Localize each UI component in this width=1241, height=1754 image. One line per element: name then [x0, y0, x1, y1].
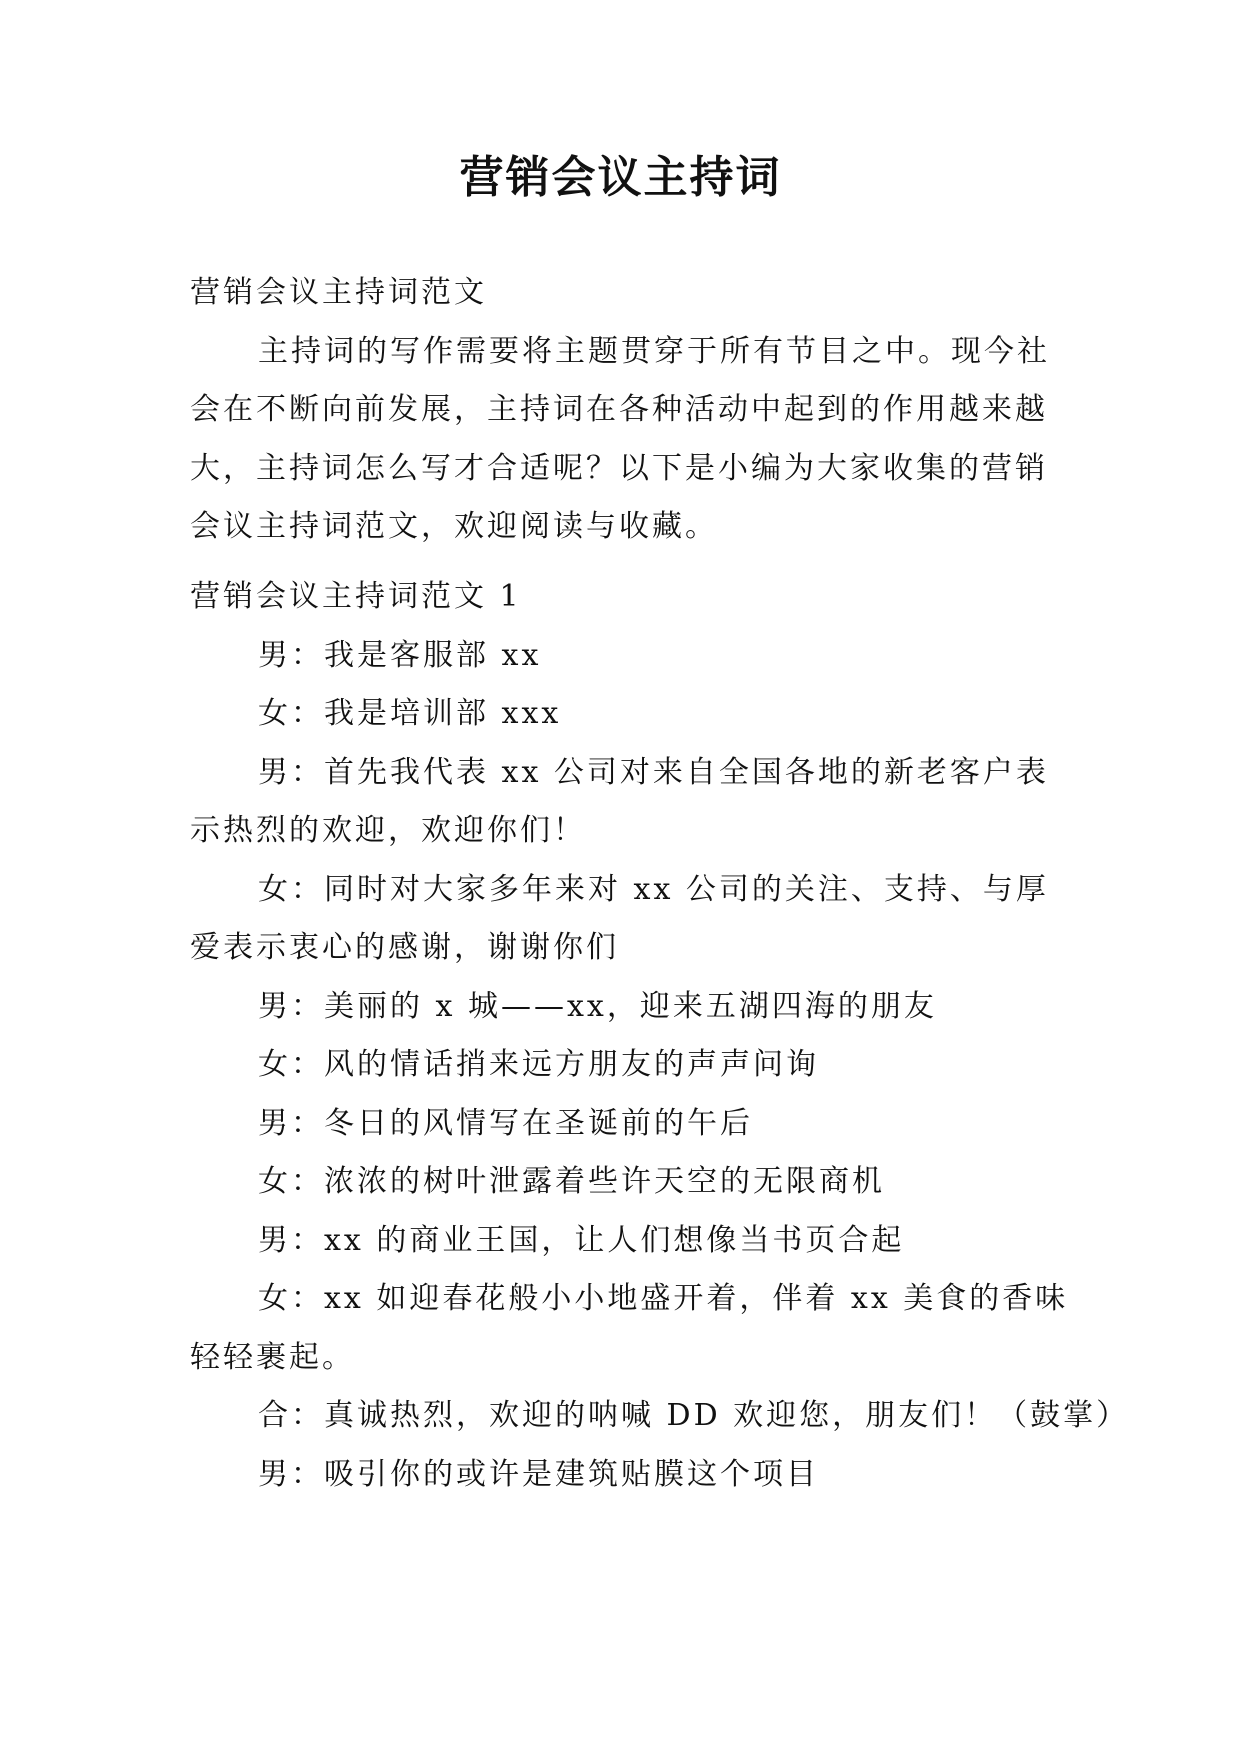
intro-section — [190, 264, 1050, 557]
dialogue-line: 女：同时对大家多年来对 xx 公司的关注、支持、与厚 — [258, 871, 1049, 907]
dialogue-line: 女：xx 如迎春花般小小地盛开着，伴着 xx 美食的香味 — [258, 1281, 1069, 1316]
page-title: 营销会议主持词 — [459, 152, 782, 203]
paragraph-line: 主持词的写作需要将主题贯穿于所有节目之中。现今社 — [258, 333, 1050, 369]
dialogue-line: 男：我是客服部 xx — [258, 637, 542, 673]
dialogue-line: 男：xx 的商业王国，让人们想像当书页合起 — [258, 1222, 905, 1258]
dialogue-line-continued: 轻轻裹起。 — [190, 1339, 355, 1375]
dialogue-line: 男：美丽的 x 城——xx，迎来五湖四海的朋友 — [258, 988, 937, 1024]
dialogue-line: 女：浓浓的树叶泄露着些许天空的无限商机 — [258, 1164, 885, 1199]
dialogue-line: 男：吸引你的或许是建筑贴膜这个项目 — [258, 1456, 819, 1492]
dialogue-line: 女：我是培训部 xxx — [258, 696, 562, 731]
paragraph-line: 会在不断向前发展，主持词在各种活动中起到的作用越来越 — [190, 392, 1048, 427]
script-section — [190, 568, 1130, 1504]
dialogue-line: 男：首先我代表 xx 公司对来自全国各地的新老客户表 — [258, 754, 1049, 790]
dialogue-line: 男：冬日的风情写在圣诞前的午后 — [258, 1105, 753, 1141]
paragraph-line: 会议主持词范文，欢迎阅读与收藏。 — [190, 509, 718, 544]
dialogue-line-continued: 爱表示衷心的感谢，谢谢你们 — [190, 930, 619, 965]
paragraph-line: 大，主持词怎么写才合适呢？以下是小编为大家收集的营销 — [190, 450, 1048, 486]
dialogue-line-continued: 示热烈的欢迎，欢迎你们！ — [190, 813, 586, 848]
dialogue-line: 女：风的情话捎来远方朋友的声声问询 — [258, 1047, 819, 1082]
dialogue-line: 合：真诚热烈，欢迎的呐喊 DD 欢迎您，朋友们！（鼓掌） — [258, 1398, 1130, 1433]
section-heading-intro: 营销会议主持词范文 — [190, 275, 487, 310]
section-heading-sample-1: 营销会议主持词范文 1 — [190, 579, 522, 614]
